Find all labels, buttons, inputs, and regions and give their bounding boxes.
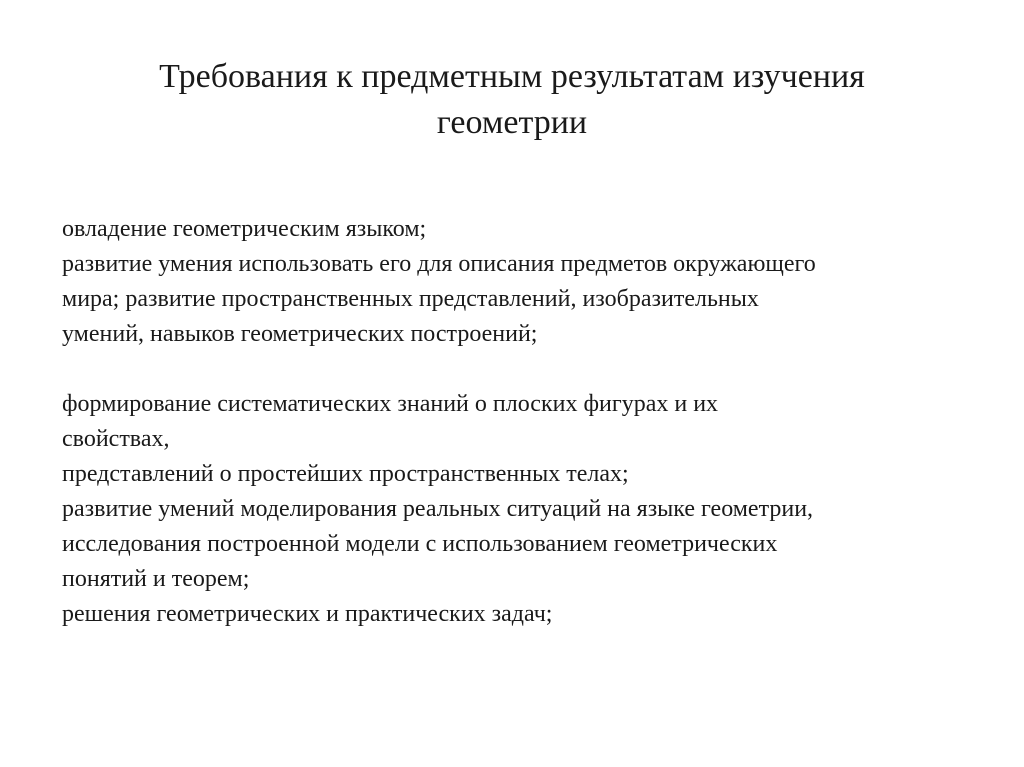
slide-title <box>80 54 944 146</box>
slide-body <box>62 212 982 632</box>
body-line: решения геометрических и практических задач; <box>62 601 553 627</box>
body-line: развитие умений моделирования реальных ситуаций на языке геометрии, <box>62 496 814 522</box>
paragraph-1 <box>62 212 982 352</box>
paragraph-spacer <box>62 352 982 387</box>
body-line: представлений о простейших пространственных телах; <box>62 461 629 487</box>
body-line: свойствах, <box>62 426 170 452</box>
body-line: развитие умения использовать его для описания предметов окружающего <box>62 251 816 277</box>
body-line: исследования построенной модели с использованием геометрических <box>62 531 778 557</box>
body-line: умений, навыков геометрических построений; <box>62 321 538 347</box>
body-line: мира; развитие пространственных представлений, изобразительных <box>62 286 759 312</box>
title-line: геометрии <box>436 104 588 141</box>
title-line: Требования к предметным результатам изучения <box>159 58 865 95</box>
body-line: овладение геометрическим языком; <box>62 216 427 242</box>
body-line: формирование систематических знаний о плоских фигурах и их <box>62 391 719 417</box>
body-line: понятий и теорем; <box>62 566 250 592</box>
paragraph-2 <box>62 387 982 632</box>
